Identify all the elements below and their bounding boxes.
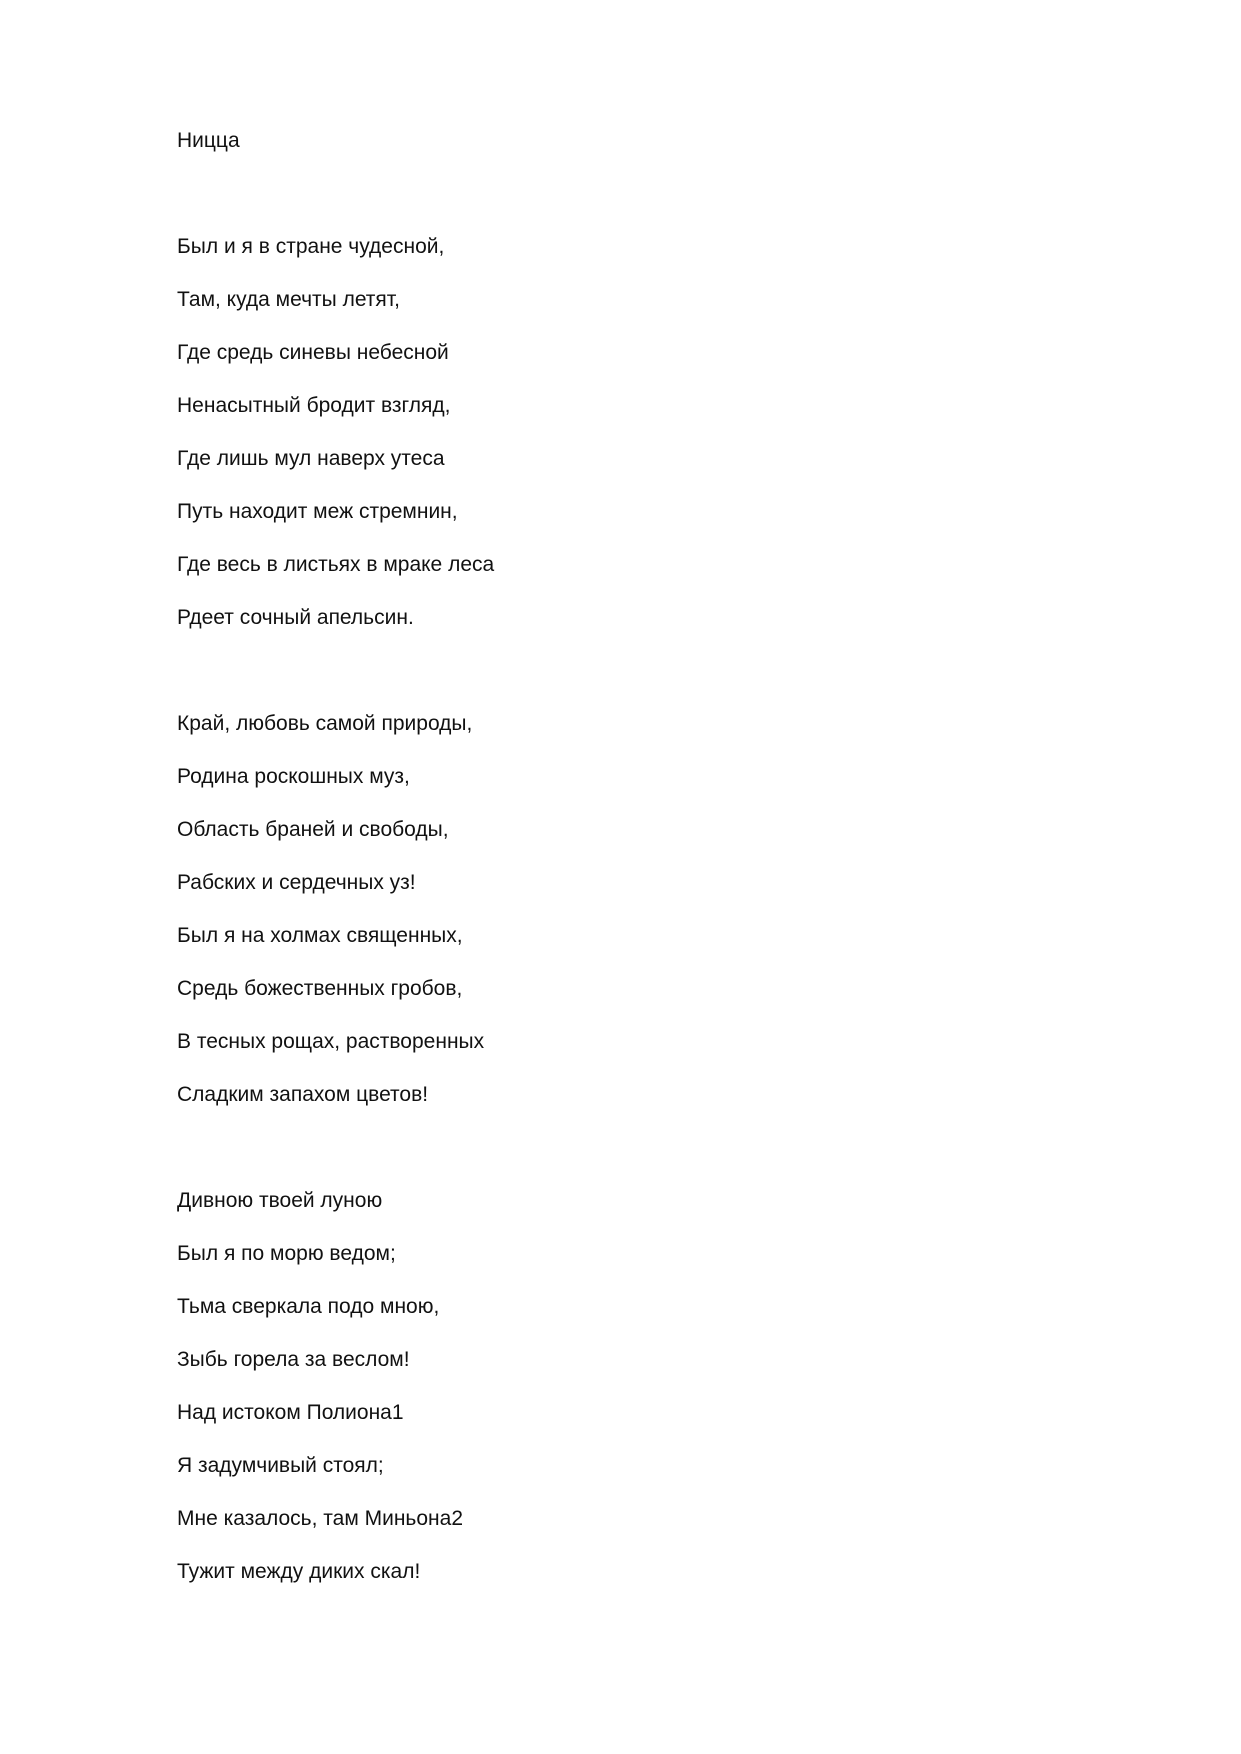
poem-line: В тесных рощах, растворенных xyxy=(177,1030,485,1053)
poem-line: Мне казалось, там Миньона2 xyxy=(177,1507,464,1530)
poem-line: Рабских и сердечных уз! xyxy=(177,871,416,894)
poem-title: Ницца xyxy=(177,129,240,152)
poem-line: Путь находит меж стремнин, xyxy=(177,500,458,523)
poem-line: Средь божественных гробов, xyxy=(177,977,463,1000)
poem-line: Сладким запахом цветов! xyxy=(177,1083,429,1106)
poem-line: Ненасытный бродит взгляд, xyxy=(177,394,451,417)
poem-line: Край, любовь самой природы, xyxy=(177,712,473,735)
poem-line: Тужит между диких скал! xyxy=(177,1560,421,1583)
poem-line: Был и я в стране чудесной, xyxy=(177,235,445,258)
poem-line: Тьма сверкала подо мною, xyxy=(177,1295,440,1318)
poem xyxy=(177,114,1077,1651)
poem-line: Рдеет сочный апельсин. xyxy=(177,606,414,629)
poem-line: Был я по морю ведом; xyxy=(177,1242,396,1265)
poem-line: Зыбь горела за веслом! xyxy=(177,1348,410,1371)
poem-line: Там, куда мечты летят, xyxy=(177,288,400,311)
poem-line: Область браней и свободы, xyxy=(177,818,449,841)
poem-line: Где весь в листьях в мраке леса xyxy=(177,553,495,576)
poem-line: Где средь синевы небесной xyxy=(177,341,449,364)
stanza-1 xyxy=(177,220,1077,644)
poem-line: Дивною твоей луною xyxy=(177,1189,383,1212)
poem-line: Над истоком Полиона1 xyxy=(177,1401,404,1424)
poem-line: Был я на холмах священных, xyxy=(177,924,463,947)
stanza-2 xyxy=(177,697,1077,1121)
poem-line: Где лишь мул наверх утеса xyxy=(177,447,445,470)
poem-line: Родина роскошных муз, xyxy=(177,765,410,788)
stanza-3 xyxy=(177,1174,1077,1598)
poem-line: Я задумчивый стоял; xyxy=(177,1454,384,1477)
